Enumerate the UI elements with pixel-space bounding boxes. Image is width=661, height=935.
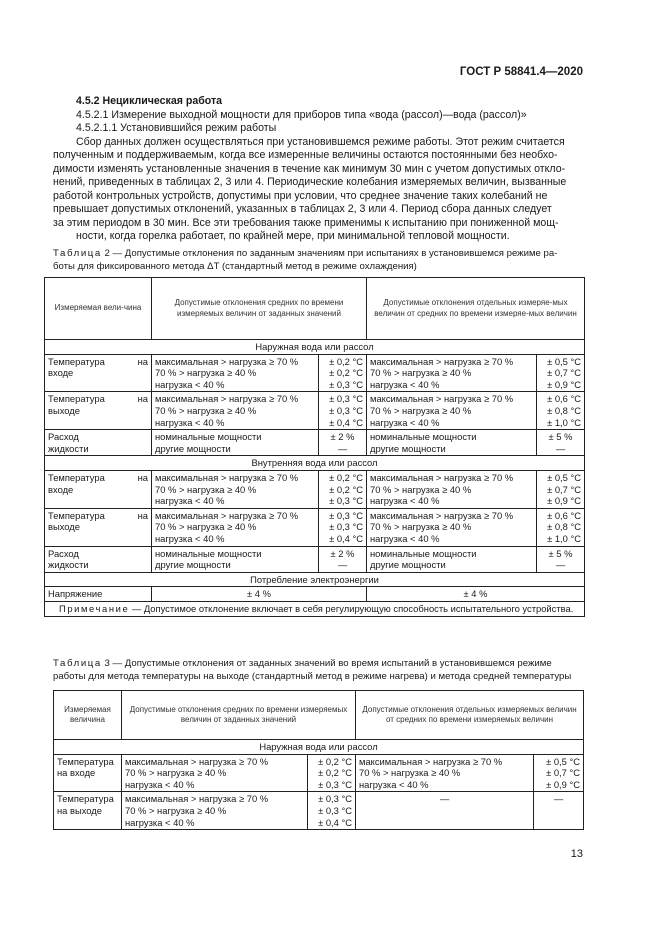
subsubsection-title: 4.5.2.1.1 Установившийся режим работы — [76, 122, 277, 134]
table-row: Температура на входе максимальная > нагрузка ≥ 70 % 70 % > нагрузка ≥ 40 % нагрузка < 40 % ± 0,2 °C ± 0,2 °C ± 0,3 °C максимальная > нагрузка ≥ 70 % 70 % > нагрузка ≥ 40 % нагрузка < 40 % ± 0,5 °C ± 0,7 °C ± 0,9 °C — [45, 354, 585, 392]
paragraph-line: за этим периодом в 30 мин. Все эти требования также применимы к испытанию при пониженной мощ- — [53, 216, 559, 229]
table-row: Расход жидкости номинальные мощности другие мощности ± 2 % — номинальные мощности другие мощности ± 5 % — — [45, 546, 585, 572]
paragraph-line: димости изменять установленные значения в течение как минимум 30 мин с учетом допустимых откло- — [53, 162, 566, 175]
table-row: Расход жидкости номинальные мощности другие мощности ± 2 % — номинальные мощности другие мощности ± 5 % — — [45, 430, 585, 456]
table2-caption: Таблица 2 — Допустимые отклонения по заданным значениям при испытаниях в установившемся режиме ра- боты для фиксированного метода ΔT (стандартный метод в режиме охлаждения) — [53, 248, 558, 272]
section-text — [53, 95, 583, 244]
paragraph-line: работой контрольных устройств, допустимы при условии, что среднее значение таких колебаний не — [53, 189, 548, 202]
header-quantity: Измеряемая величина — [54, 691, 122, 740]
header-individual-deviation: Допустимые отклонения отдельных измеряе-мых величин от средних по времени измеряе-мых величин — [367, 278, 585, 340]
header-mean-deviation: Допустимые отклонения средних по времени измеряемых величин от заданных значений — [152, 278, 367, 340]
table-row: Температура на входе максимальная > нагрузка ≥ 70 % 70 % > нагрузка ≥ 40 % нагрузка < 40 % ± 0,2 °C ± 0,2 °C ± 0,3 °C максимальная > нагрузка ≥ 70 % 70 % > нагрузка ≥ 40 % нагрузка < 40 % ± 0,5 °C ± 0,7 °C ± 0,9 °C — [54, 754, 584, 792]
table-row: Температура на выходе максимальная > нагрузка ≥ 70 % 70 % > нагрузка ≥ 40 % нагрузка < 40 % ± 0,3 °C ± 0,3 °C ± 0,4 °C — — — [54, 792, 584, 830]
section-row-power: Потребление электроэнергии — [45, 572, 585, 587]
page-number: 13 — [570, 848, 583, 860]
paragraph-line: превышает допустимых отклонений, указанных в таблицах 2, 3 или 4. Период сбора данных следует — [53, 203, 552, 215]
section-row-indoor: Внутренняя вода или рассол — [45, 456, 585, 471]
table3-caption: Таблица 3 — Допустимые отклонения от заданных значений во время испытаний в установившемся режиме работы для метода температуры на выходе (стандартный метод в режиме нагрева) и метода средней температуры — [53, 658, 572, 682]
paragraph-line: ности, когда горелка работает, по крайней мере, при минимальной тепловой мощности. — [76, 230, 510, 242]
paragraph-line: нений, приведенных в таблицах 2, 3 или 4. Периодические колебания измеряемых величин, вызванные — [53, 176, 567, 188]
table-row: Напряжение ± 4 % ± 4 % — [45, 587, 585, 602]
table-label: Таблица — [53, 248, 102, 259]
header-individual-deviation: Допустимые отклонения отдельных измеряемых величин от средних по времени измеряемых величин — [356, 691, 584, 740]
section-row-outdoor: Наружная вода или рассол — [54, 740, 584, 755]
table-row: Температура на входе максимальная > нагрузка ≥ 70 % 70 % > нагрузка ≥ 40 % нагрузка < 40 % ± 0,2 °C ± 0,2 °C ± 0,3 °C максимальная > нагрузка ≥ 70 % 70 % > нагрузка ≥ 40 % нагрузка < 40 % ± 0,5 °C ± 0,7 °C ± 0,9 °C — [45, 470, 585, 508]
table-row: Температура на выходе максимальная > нагрузка ≥ 70 % 70 % > нагрузка ≥ 40 % нагрузка < 40 % ± 0,3 °C ± 0,3 °C ± 0,4 °C максимальная > нагрузка ≥ 70 % 70 % > нагрузка ≥ 40 % нагрузка < 40 % ± 0,6 °C ± 0,8 °C ± 1,0 °C — [45, 508, 585, 546]
table-note: Примечание — Допустимое отклонение включает в себя регулирующую способность испытательного устройства. — [45, 601, 585, 617]
table-row: Температура на выходе максимальная > нагрузка ≥ 70 % 70 % > нагрузка ≥ 40 % нагрузка < 40 % ± 0,3 °C ± 0,3 °C ± 0,4 °C максимальная > нагрузка ≥ 70 % 70 % > нагрузка ≥ 40 % нагрузка < 40 % ± 0,6 °C ± 0,8 °C ± 1,0 °C — [45, 392, 585, 430]
section-title: 4.5.2 Нециклическая работа — [76, 95, 223, 107]
header-mean-deviation: Допустимые отклонения средних по времени измеряемых величин от заданных значений — [122, 691, 356, 740]
table-label: Таблица — [53, 658, 102, 669]
table-2 — [44, 277, 585, 617]
document-header: ГОСТ Р 58841.4—2020 — [459, 66, 583, 78]
table-3 — [53, 690, 584, 830]
section-row-outdoor: Наружная вода или рассол — [45, 340, 585, 355]
header-quantity: Измеряемая вели-чина — [45, 278, 152, 340]
paragraph-line: Сбор данных должен осуществляться при установившемся режиме работы. Этот режим считается — [76, 135, 565, 148]
subsection-title: 4.5.2.1 Измерение выходной мощности для приборов типа «вода (рассол)—вода (рассол)» — [76, 108, 527, 121]
paragraph-line: полученным и поддерживаемым, когда все измеренные величины остаются постоянными без необхо- — [53, 149, 558, 161]
